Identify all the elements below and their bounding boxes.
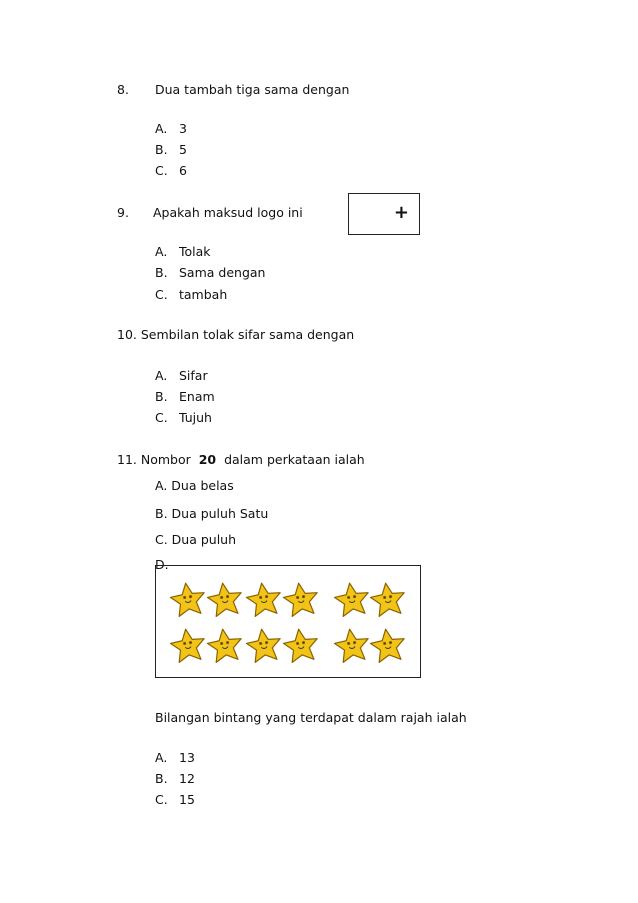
smiling-star-icon: [369, 581, 407, 617]
q12-option-a-letter: A.: [155, 750, 168, 765]
smiling-star-icon: [245, 627, 283, 663]
smiling-star-icon: [169, 581, 207, 617]
question-9-text: Apakah maksud logo ini: [153, 205, 303, 220]
stars-illustration: [156, 566, 422, 679]
smiling-star-icon: [333, 581, 371, 617]
smiling-star-icon: [206, 627, 244, 663]
q11-option-d: D.: [155, 557, 169, 572]
q9-option-b-letter: B.: [155, 265, 168, 280]
q9-option-b-text: Sama dengan: [179, 265, 266, 280]
q11-option-c: C. Dua puluh: [155, 532, 237, 547]
smiling-star-icon: [282, 581, 320, 617]
q11-option-a: A. Dua belas: [155, 478, 234, 493]
q10-option-a-letter: A.: [155, 368, 168, 383]
question-9-number: 9.: [117, 205, 129, 220]
smiling-star-icon: [282, 627, 320, 663]
q9-option-a-text: Tolak: [179, 244, 211, 259]
question-8-number: 8.: [117, 82, 129, 97]
question-11-text: [117, 452, 365, 467]
smiling-star-icon: [333, 627, 371, 663]
q12-option-b-letter: B.: [155, 771, 168, 786]
question-8-text: Dua tambah tiga sama dengan: [155, 82, 350, 97]
q8-option-c-text: 6: [179, 163, 187, 178]
q12-option-a-text: 13: [179, 750, 195, 765]
smiling-star-icon: [206, 581, 244, 617]
q10-option-b-letter: B.: [155, 389, 168, 404]
q9-option-c-letter: C.: [155, 287, 168, 302]
q10-option-b-text: Enam: [179, 389, 215, 404]
q9-option-a-letter: A.: [155, 244, 168, 259]
plus-icon: +: [393, 202, 409, 223]
question-11-number-value: 20: [198, 452, 217, 467]
q8-option-a-text: 3: [179, 121, 187, 136]
smiling-star-icon: [245, 581, 283, 617]
q8-option-c-letter: C.: [155, 163, 168, 178]
q8-option-b-letter: B.: [155, 142, 168, 157]
q9-option-c-text: tambah: [179, 287, 228, 302]
q12-option-b-text: 12: [179, 771, 195, 786]
q10-option-a-text: Sifar: [179, 368, 208, 383]
q8-option-b-text: 5: [179, 142, 187, 157]
q10-option-c-text: Tujuh: [179, 410, 212, 425]
question-11-prefix: 11. Nombor: [117, 452, 191, 467]
question-10-text: 10. Sembilan tolak sifar sama dengan: [117, 327, 355, 342]
q11-option-b: B. Dua puluh Satu: [155, 506, 269, 521]
star-picture-box: [155, 565, 421, 678]
smiling-star-icon: [169, 627, 207, 663]
question-11-suffix: dalam perkataan ialah: [224, 452, 365, 467]
smiling-star-icon: [369, 627, 407, 663]
plus-logo-box: [348, 193, 420, 235]
q12-option-c-text: 15: [179, 792, 195, 807]
q10-option-c-letter: C.: [155, 410, 168, 425]
q12-option-c-letter: C.: [155, 792, 168, 807]
question-12-text: Bilangan bintang yang terdapat dalam rajah ialah: [155, 710, 467, 725]
q8-option-a-letter: A.: [155, 121, 168, 136]
